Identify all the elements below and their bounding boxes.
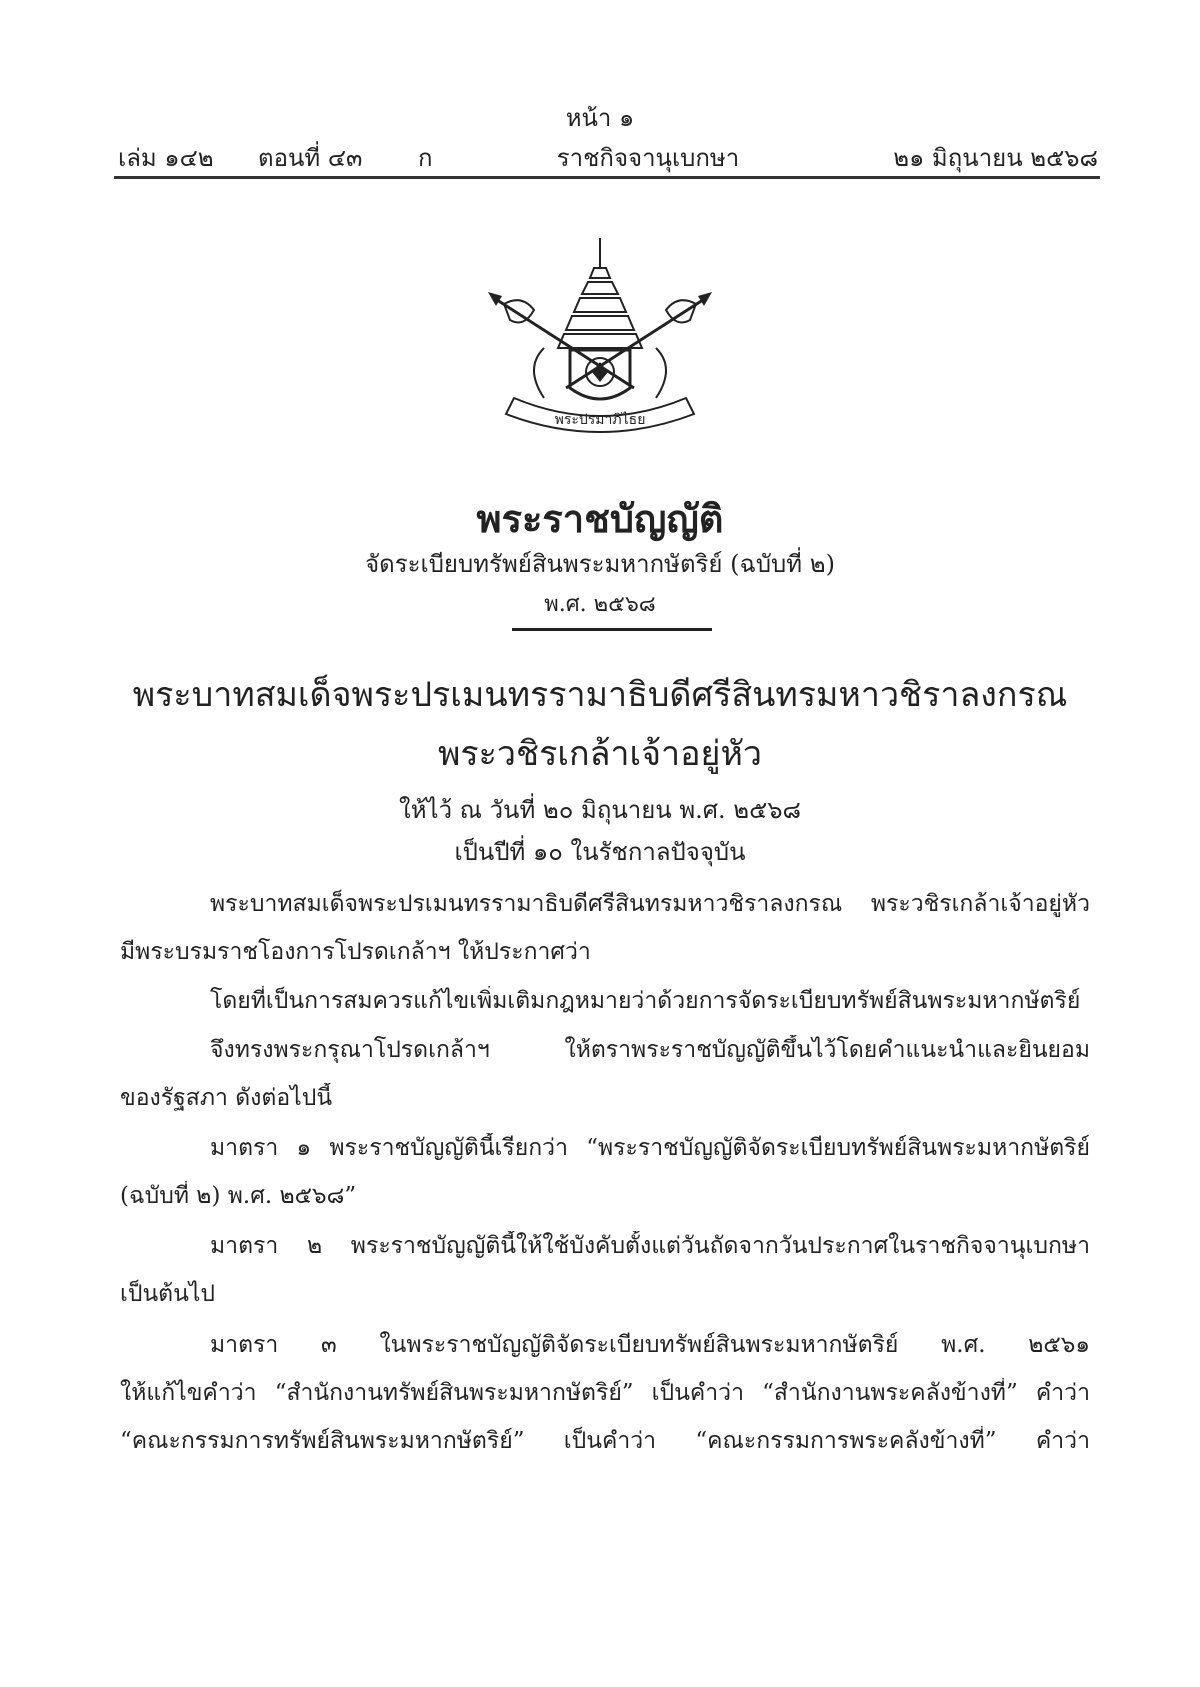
reign-year-line: เป็นปีที่ ๑๐ ในรัชกาลปัจจุบัน xyxy=(454,838,746,866)
header-date: ๒๑ มิถุนายน ๒๕๖๘ xyxy=(893,144,1098,172)
page-number: หน้า ๑ xyxy=(565,104,635,132)
section-2-line: เป็นต้นไป xyxy=(120,1281,216,1307)
section-3-line: “คณะกรรมการทรัพย์สินพระมหากษัตริย์” เป็นคำว่า “คณะกรรมการพระคลังข้างที่” คำว่า xyxy=(120,1428,1090,1454)
act-subtitle: จัดระเบียบทรัพย์สินพระมหากษัตริย์ (ฉบับที่ ๒) xyxy=(365,550,835,578)
header-section: ก xyxy=(418,144,433,172)
body-line: มีพระบรมราชโองการโปรดเกล้าฯ ให้ประกาศว่า xyxy=(120,939,591,965)
body-line: ของรัฐสภา ดังต่อไปนี้ xyxy=(120,1085,333,1111)
section-1-line: (ฉบับที่ ๒) พ.ศ. ๒๕๖๘” xyxy=(120,1183,357,1209)
header-issue: ตอนที่ ๔๓ xyxy=(258,144,363,172)
header-volume: เล่ม ๑๔๒ xyxy=(118,144,214,172)
gazette-header xyxy=(118,138,1098,172)
royal-emblem-icon xyxy=(474,238,726,438)
act-title: พระราชบัญญัติ xyxy=(476,496,724,541)
emblem-banner-text: พระปรมาภิไธย xyxy=(554,412,646,428)
section-1-line: มาตรา ๑ พระราชบัญญัตินี้เรียกว่า “พระราชบัญญัติจัดระเบียบทรัพย์สินพระมหากษัตริย์ xyxy=(210,1135,1090,1161)
king-name-line1: พระบาทสมเด็จพระปรเมนทรรามาธิบดีศรีสินทรมหาวชิราลงกรณ xyxy=(132,675,1068,715)
section-2-line: มาตรา ๒ พระราชบัญญัตินี้ให้ใช้บังคับตั้งแต่วันถัดจากวันประกาศในราชกิจจานุเบกษา xyxy=(210,1233,1090,1259)
header-gazette-name: ราชกิจจานุเบกษา xyxy=(556,144,740,172)
section-3-line: มาตรา ๓ ในพระราชบัญญัติจัดระเบียบทรัพย์สินพระมหากษัตริย์ พ.ศ. ๒๕๖๑ xyxy=(210,1332,1090,1358)
section-3-line: ให้แก้ไขคำว่า “สำนักงานทรัพย์สินพระมหากษัตริย์” เป็นคำว่า “สำนักงานพระคลังข้างที่” คำว่า xyxy=(120,1380,1090,1406)
given-date-line: ให้ไว้ ณ วันที่ ๒๐ มิถุนายน พ.ศ. ๒๕๖๘ xyxy=(398,796,802,824)
header-rule xyxy=(114,176,1100,179)
title-rule xyxy=(512,628,712,631)
body-line: พระบาทสมเด็จพระปรเมนทรรามาธิบดีศรีสินทรมหาวชิราลงกรณ พระวชิรเกล้าเจ้าอยู่หัว xyxy=(210,891,1090,917)
body-line: จึงทรงพระกรุณาโปรดเกล้าฯ ให้ตราพระราชบัญญัติขึ้นไว้โดยคำแนะนำและยินยอม xyxy=(210,1037,1090,1063)
body-line: โดยที่เป็นการสมควรแก้ไขเพิ่มเติมกฎหมายว่าด้วยการจัดระเบียบทรัพย์สินพระมหากษัตริย์ xyxy=(210,988,1081,1014)
act-year: พ.ศ. ๒๕๖๘ xyxy=(544,592,656,617)
king-name-line2: พระวชิรเกล้าเจ้าอยู่หัว xyxy=(438,734,762,774)
